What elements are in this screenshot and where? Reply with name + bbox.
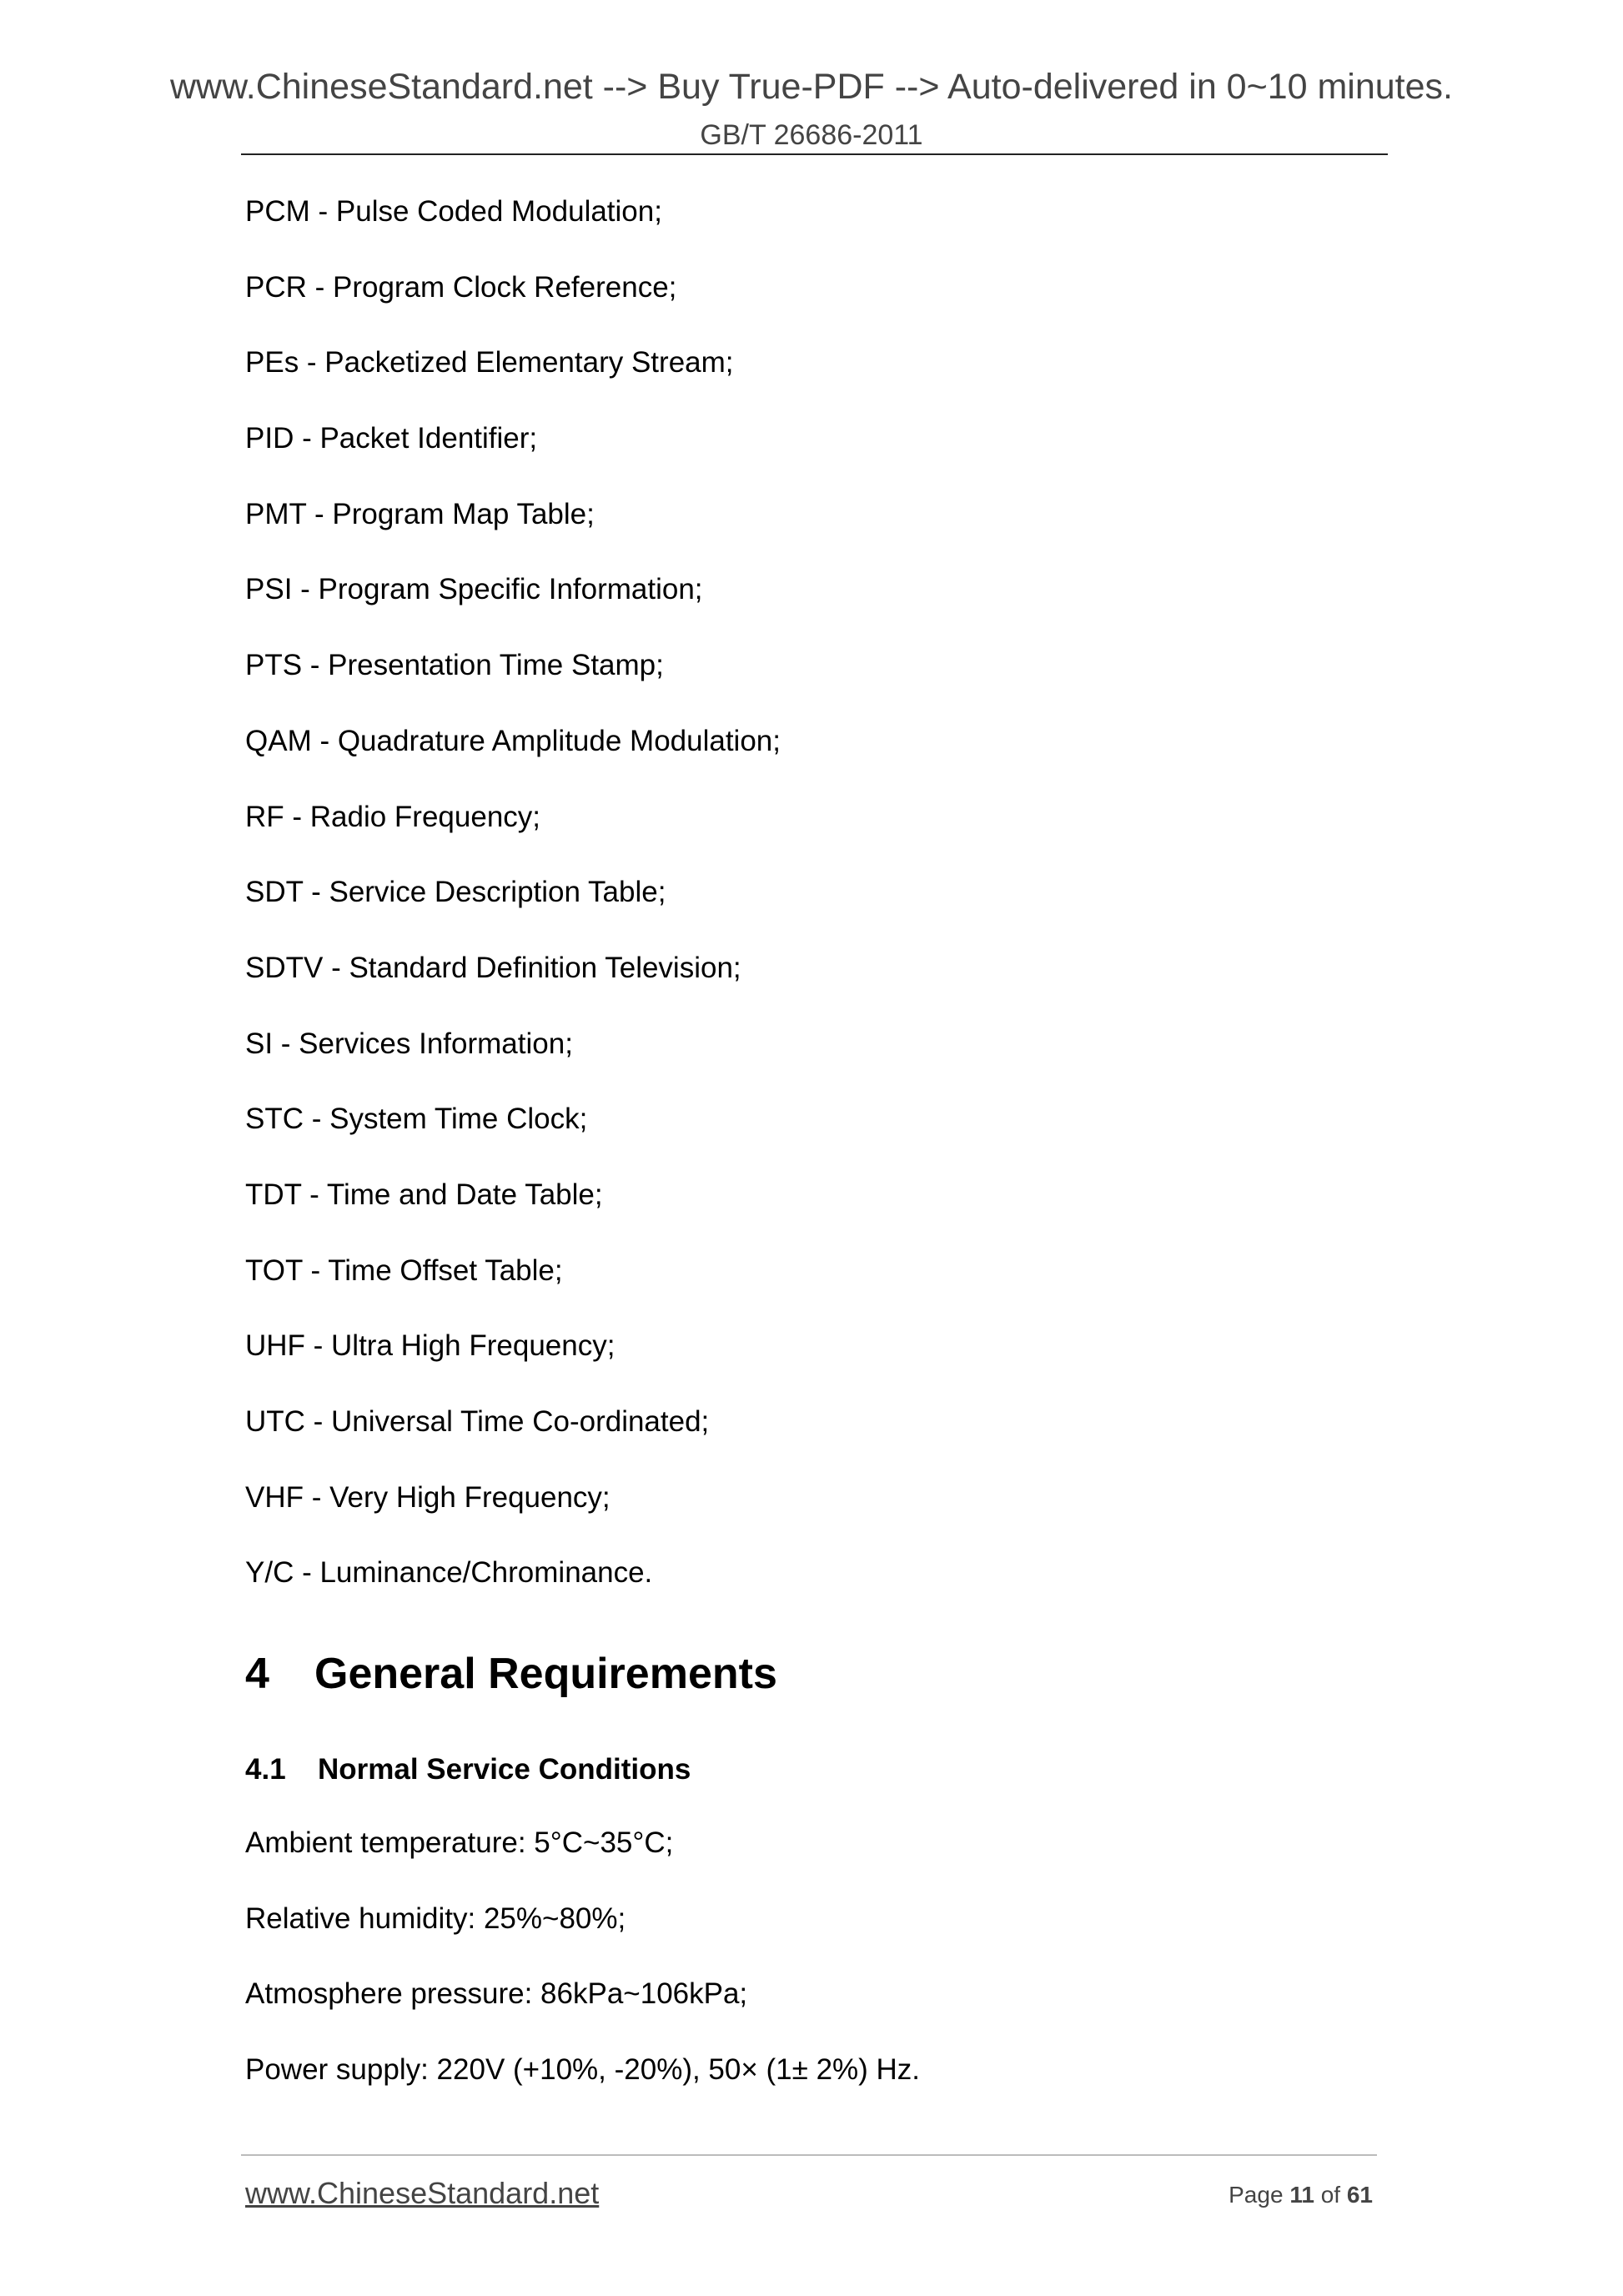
abbreviation-item: SI - Services Information; [245, 1027, 573, 1060]
abbreviation-item: Y/C - Luminance/Chrominance. [245, 1556, 653, 1590]
section-heading [245, 1647, 777, 1701]
abbreviation-item: TDT - Time and Date Table; [245, 1178, 603, 1211]
abbreviation-item: UTC - Universal Time Co-ordinated; [245, 1405, 710, 1438]
subsection-title: Normal Service Conditions [318, 1753, 691, 1786]
footer-divider [241, 2154, 1377, 2156]
section-number: 4 [245, 1650, 269, 1698]
abbreviation-item: PSI - Program Specific Information; [245, 573, 703, 606]
page-number [1229, 2180, 1373, 2210]
condition-item: Power supply: 220V (+10%, -20%), 50× (1± 2%) Hz. [245, 2053, 921, 2087]
abbreviation-item: STC - System Time Clock; [245, 1103, 588, 1136]
subsection-number: 4.1 [245, 1753, 286, 1786]
section-title: General Requirements [314, 1650, 777, 1698]
page-current: 11 [1289, 2182, 1314, 2208]
document-code: GB/T 26686-2011 [700, 119, 923, 151]
abbreviation-item: PID - Packet Identifier; [245, 422, 538, 455]
abbreviation-item: QAM - Quadrature Amplitude Modulation; [245, 724, 781, 757]
abbreviation-item: TOT - Time Offset Table; [245, 1254, 563, 1287]
abbreviation-item: SDT - Service Description Table; [245, 876, 666, 909]
abbreviation-item: UHF - Ultra High Frequency; [245, 1329, 616, 1363]
page-label: Page [1229, 2182, 1284, 2208]
header-divider [241, 153, 1388, 155]
abbreviation-item: VHF - Very High Frequency; [245, 1480, 611, 1514]
condition-item: Relative humidity: 25%~80%; [245, 1902, 626, 1935]
top-banner: www.ChineseStandard.net --> Buy True-PDF --> Auto-delivered in 0~10 minutes. [169, 67, 1453, 107]
subsection-heading [245, 1751, 691, 1788]
abbreviation-item: PCR - Program Clock Reference; [245, 270, 677, 304]
abbreviation-item: PEs - Packetized Elementary Stream; [245, 346, 734, 379]
abbreviation-item: PCM - Pulse Coded Modulation; [245, 195, 662, 228]
service-conditions-list [245, 1826, 920, 2129]
abbreviation-item: PMT - Program Map Table; [245, 497, 595, 530]
page-total: 61 [1346, 2182, 1373, 2208]
page-of-label: of [1320, 2182, 1341, 2208]
abbreviation-item: RF - Radio Frequency; [245, 800, 541, 833]
footer-website-link[interactable]: www.ChineseStandard.net [245, 2176, 600, 2210]
condition-item: Atmosphere pressure: 86kPa~106kPa; [245, 1977, 748, 2011]
condition-item: Ambient temperature: 5°C~35°C; [245, 1826, 674, 1859]
abbreviation-list [245, 195, 781, 1632]
abbreviation-item: PTS - Presentation Time Stamp; [245, 649, 664, 682]
abbreviation-item: SDTV - Standard Definition Television; [245, 951, 741, 984]
